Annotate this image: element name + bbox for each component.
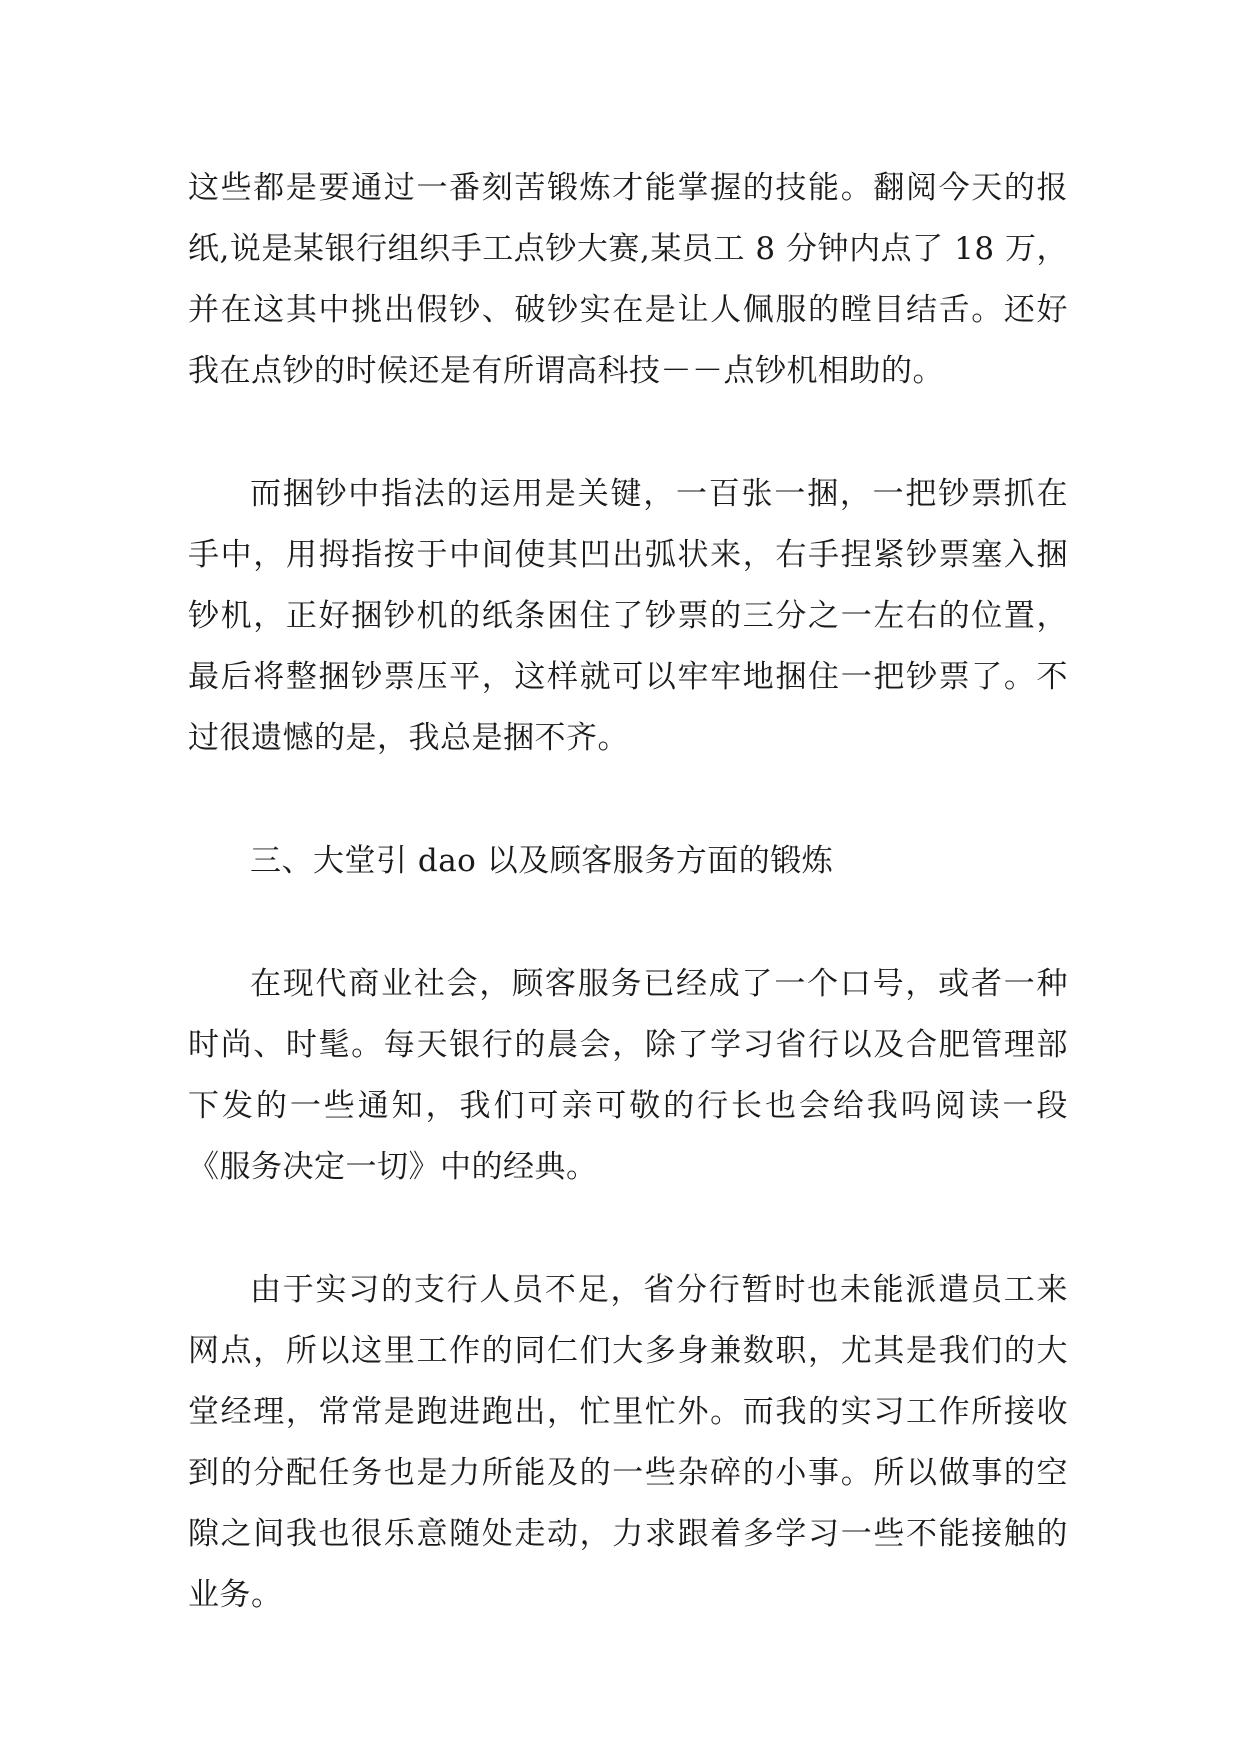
paragraph-4: 由于实习的支行人员不足，省分行暂时也未能派遣员工来网点，所以这里工作的同仁们大多身兼数职，尤其是我们的大堂经理，常常是跑进跑出，忙里忙外。而我的实习工作所接收到的分配任务也是力所能及的一些杂碎的小事。所以做事的空隙之间我也很乐意随处走动，力求跟着多学习一些不能接触的业务。	[188, 1272, 1068, 1613]
paragraph-2: 而捆钞中指法的运用是关键，一百张一捆，一把钞票抓在手中，用拇指按于中间使其凹出弧状来，右手捏紧钞票塞入捆钞机，正好捆钞机的纸条困住了钞票的三分之一左右的位置，最后将整捆钞票压平，这样就可以牢牢地捆住一把钞票了。不过很遗憾的是，我总是捆不齐。	[188, 476, 1068, 756]
document-body	[188, 158, 1068, 1688]
paragraph-1: 这些都是要通过一番刻苦锻炼才能掌握的技能。翻阅今天的报纸,说是某银行组织手工点钞大赛,某员工 8 分钟内点了 18 万，并在这其中挑出假钞、破钞实在是让人佩服的瞠目结舌。还好我在点钞的时候还是有所谓高科技－－点钞机相助的。	[188, 170, 1068, 389]
section-heading: 三、大堂引 dao 以及顾客服务方面的锻炼	[250, 843, 834, 879]
paragraph-3: 在现代商业社会，顾客服务已经成了一个口号，或者一种时尚、时髦。每天银行的晨会，除了学习省行以及合肥管理部下发的一些通知，我们可亲可敬的行长也会给我吗阅读一段《服务决定一切》中的经典。	[188, 966, 1068, 1185]
